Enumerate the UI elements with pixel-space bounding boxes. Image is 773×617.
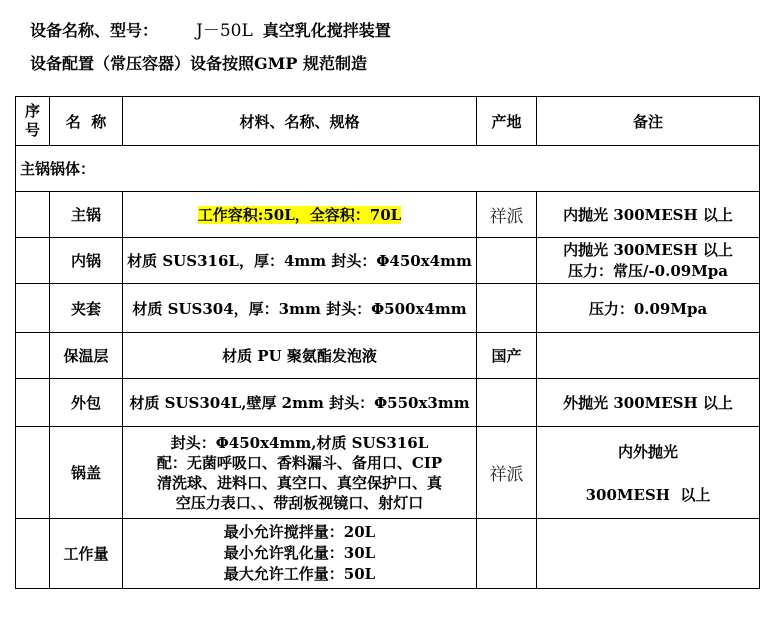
note-line: 300MESH 以上 <box>585 485 711 504</box>
item-spec: 材质 PU 聚氨酯发泡液 <box>123 333 477 379</box>
seq-cell <box>16 427 50 519</box>
item-name: 工作量 <box>50 519 123 589</box>
col-header-seq <box>16 97 50 146</box>
item-name: 主锅 <box>50 192 123 238</box>
table-row <box>16 192 760 238</box>
table-row <box>16 379 760 427</box>
device-title-line <box>30 16 391 41</box>
table-row <box>16 427 760 519</box>
item-note: 压力：0.09Mpa <box>537 284 760 333</box>
item-name: 内锅 <box>50 238 123 284</box>
item-spec: 材质 SUS304L,壁厚 2mm 封头：Φ550x3mm <box>123 379 477 427</box>
item-spec <box>123 427 477 519</box>
spec-table <box>15 96 760 589</box>
item-note <box>537 238 760 284</box>
seq-cell <box>16 284 50 333</box>
item-name: 锅盖 <box>50 427 123 519</box>
item-origin <box>477 519 537 589</box>
spec-line: 最小允许乳化量：30L <box>223 544 376 562</box>
table-row <box>16 238 760 284</box>
spec-line: 清洗球、进料口、真空口、真空保护口、真 <box>156 473 442 492</box>
col-header-note: 备注 <box>537 97 760 146</box>
section-title: 主锅锅体： <box>16 146 760 192</box>
table-row <box>16 333 760 379</box>
item-name: 外包 <box>50 379 123 427</box>
table-row <box>16 284 760 333</box>
item-origin: 祥派 <box>477 192 537 238</box>
note-line: 压力：常压/-0.09Mpa <box>567 261 729 280</box>
item-note <box>537 427 760 519</box>
item-origin: 国产 <box>477 333 537 379</box>
seq-cell <box>16 192 50 238</box>
spec-line: 封头：Φ450x4mm,材质 SUS316L <box>170 433 429 452</box>
seq-cell <box>16 379 50 427</box>
spec-line: 最大允许工作量：50L <box>223 565 376 583</box>
item-name: 夹套 <box>50 284 123 333</box>
highlighted-spec: 工作容积:50L，全容积：70L <box>197 206 402 224</box>
item-spec: 材质 SUS304，厚：3mm 封头：Φ500x4mm <box>123 284 477 333</box>
item-origin <box>477 379 537 427</box>
item-spec <box>123 519 477 589</box>
item-name: 保温层 <box>50 333 123 379</box>
item-origin <box>477 284 537 333</box>
col-header-origin: 产地 <box>477 97 537 146</box>
item-note: 内抛光 300MESH 以上 <box>537 192 760 238</box>
item-origin <box>477 238 537 284</box>
note-line: 内抛光 300MESH 以上 <box>563 240 733 259</box>
col-header-name: 名 称 <box>50 97 123 146</box>
item-origin: 祥派 <box>477 427 537 519</box>
seq-cell <box>16 238 50 284</box>
col-header-spec: 材料、名称、规格 <box>123 97 477 146</box>
spec-line: 配：无菌呼吸口、香料漏斗、备用口、CIP <box>156 453 443 472</box>
device-name: 真空乳化搅拌装置 <box>262 21 391 40</box>
device-model: J－50L <box>196 21 253 41</box>
seq-cell <box>16 333 50 379</box>
spec-line: 空压力表口、、带刮板视镜口、射灯口 <box>175 493 424 512</box>
seq-cell <box>16 519 50 589</box>
item-note: 外抛光 300MESH 以上 <box>537 379 760 427</box>
item-note <box>537 519 760 589</box>
table-header-row <box>16 97 760 146</box>
spec-line: 最小允许搅拌量：20L <box>223 523 376 541</box>
device-config-line: 设备配置（常压容器）设备按照GMP 规范制造 <box>30 54 367 73</box>
table-row <box>16 519 760 589</box>
section-row <box>16 146 760 192</box>
item-note <box>537 333 760 379</box>
item-spec: 材质 SUS316L，厚：4mm 封头：Φ450x4mm <box>123 238 477 284</box>
note-line: 内外抛光 <box>617 442 678 461</box>
item-spec <box>123 192 477 238</box>
device-name-label: 设备名称、型号： <box>30 21 159 40</box>
col-header-seq-text: 序号 <box>24 102 40 139</box>
